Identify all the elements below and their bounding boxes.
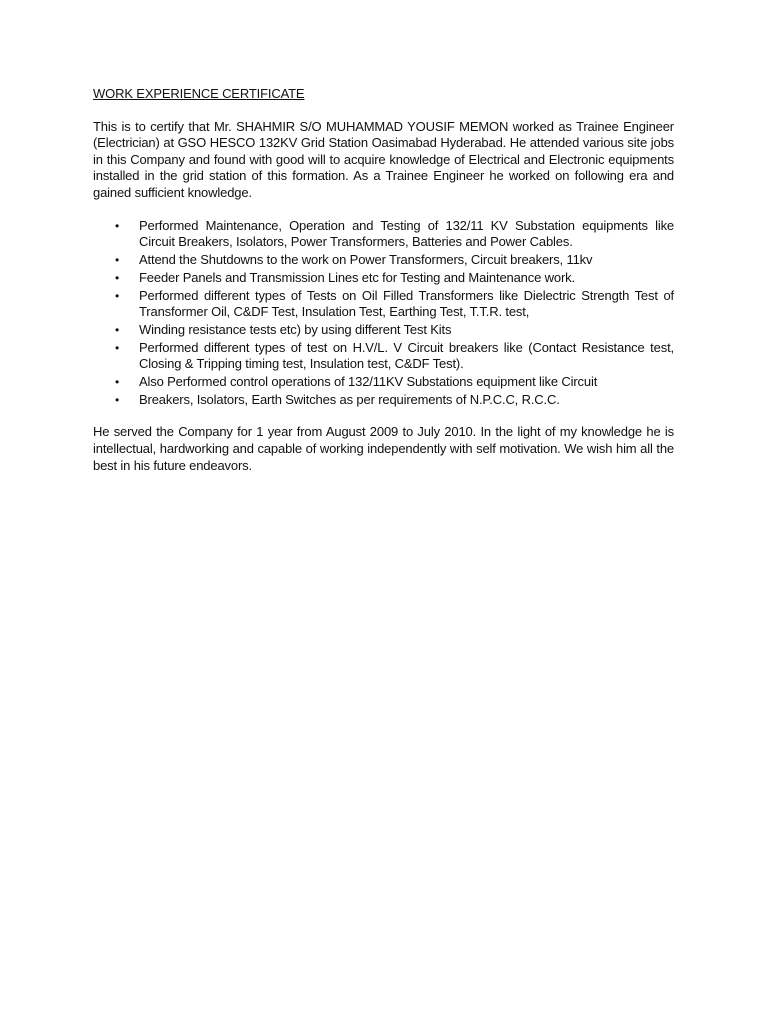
bullet-icon: • (115, 218, 120, 233)
list-item (93, 218, 674, 251)
list-item (93, 340, 674, 373)
duties-list (93, 218, 674, 409)
certificate-page (93, 86, 674, 474)
bullet-icon: • (115, 322, 120, 337)
bullet-icon: • (115, 252, 120, 267)
certificate-title: WORK EXPERIENCE CERTIFICATE (93, 86, 305, 101)
bullet-icon: • (115, 270, 120, 285)
list-item-text: Breakers, Isolators, Earth Switches as per requirements of N.P.C.C, R.C.C. (139, 391, 560, 407)
bullet-icon: • (115, 340, 120, 355)
list-item-text: Feeder Panels and Transmission Lines etc for Testing and Maintenance work. (139, 269, 575, 285)
bullet-icon: • (115, 375, 120, 390)
list-item-text: Winding resistance tests etc) by using different Test Kits (139, 321, 452, 337)
list-item (93, 392, 674, 409)
list-item-text: Performed different types of test on H.V/L. V Circuit breakers like (Contact Resistance test, Closing & Tripping timing test, Insulation test, C&DF Test). (139, 339, 674, 372)
list-item (93, 270, 674, 287)
list-item-text: Performed Maintenance, Operation and Testing of 132/11 KV Substation equipments like Circuit Breakers, Isolators, Power Transformers, Batteries and Power Cables. (139, 217, 674, 250)
list-item-text: Performed different types of Tests on Oil Filled Transformers like Dielectric Strength Test of Transformer Oil, C&DF Test, Insulation Test, Earthing Test, T.T.R. test, (139, 287, 674, 320)
list-item (93, 374, 674, 391)
list-item (93, 288, 674, 321)
list-item (93, 252, 674, 269)
list-item (93, 322, 674, 339)
list-item-text: Attend the Shutdowns to the work on Power Transformers, Circuit breakers, 11kv (139, 251, 593, 267)
bullet-icon: • (115, 288, 120, 303)
list-item-text: Also Performed control operations of 132/11KV Substations equipment like Circuit (139, 374, 598, 390)
closing-paragraph: He served the Company for 1 year from August 2009 to July 2010. In the light of my knowledge he is intellectual, hardworking and capable of working independently with self motivation. We wish him all the best in his future endeavors. (93, 424, 674, 473)
intro-paragraph: This is to certify that Mr. SHAHMIR S/O MUHAMMAD YOUSIF MEMON worked as Trainee Engineer (Electrician) at GSO HESCO 132KV Grid Station Oasimabad Hyderabad. He attended various site jobs in this Company and found with good will to acquire knowledge of Electrical and Electronic equipments installed in the grid station of this formation. As a Trainee Engineer he worked on following era and gained sufficient knowledge. (93, 118, 674, 200)
bullet-icon: • (115, 392, 120, 407)
